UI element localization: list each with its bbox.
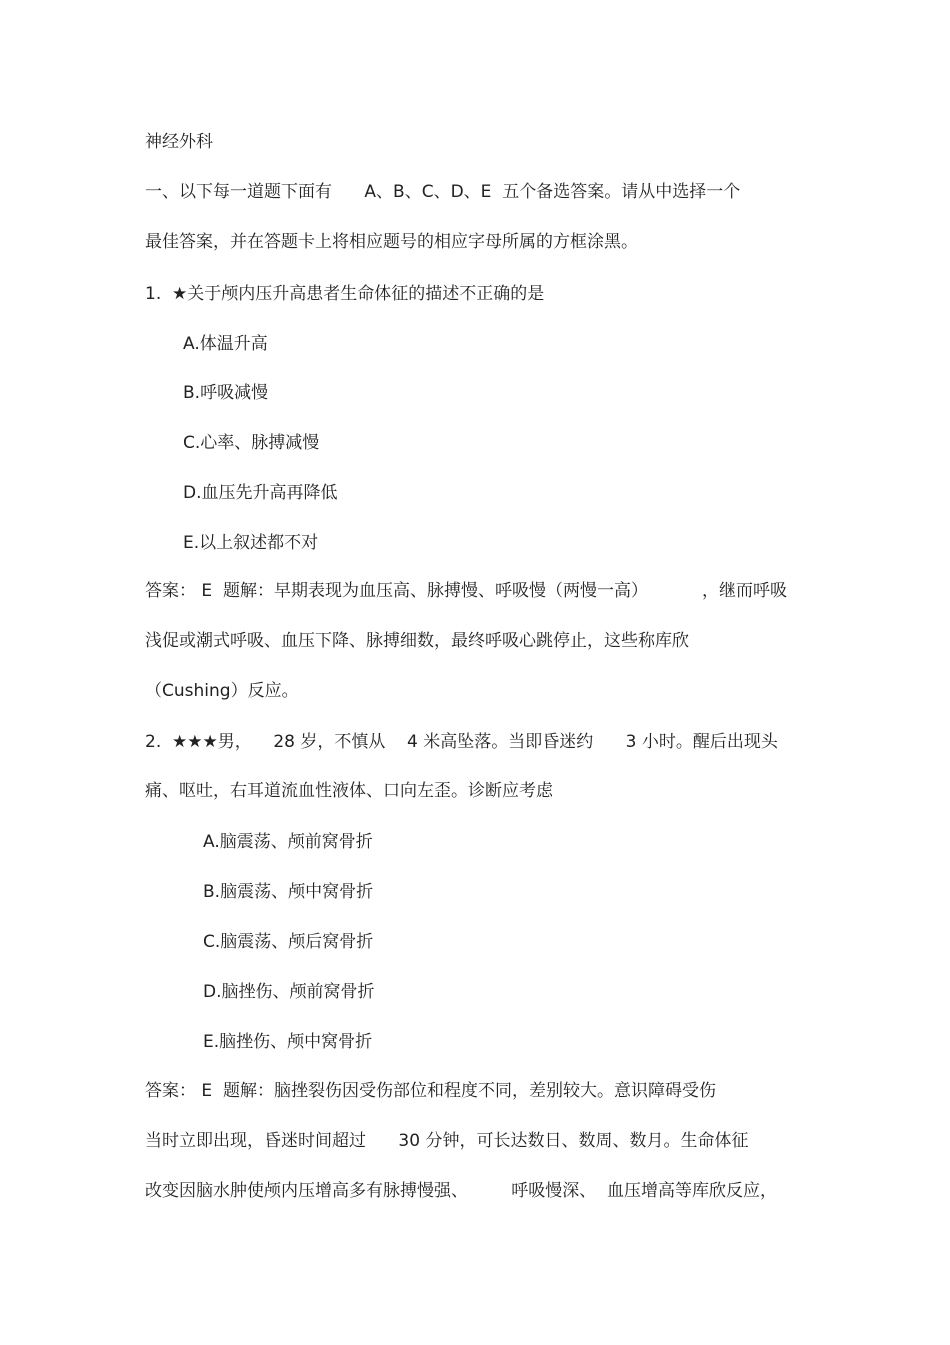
question-2-answer-line-3: 改变因脑水肿使颅内压增高多有脉搏慢强、 呼吸慢深、 血压增高等库欣反应，: [145, 1181, 778, 1201]
question-1-option-a: A.体温升高: [183, 334, 268, 354]
question-1-answer-line-2: 浅促或潮式呼吸、血压下降、脉搏细数，最终呼吸心跳停止，这些称库欣: [145, 631, 689, 651]
question-1-option-c: C.心率、脉搏减慢: [183, 433, 320, 453]
question-1-option-d: D.血压先升高再降低: [183, 483, 338, 503]
question-2-option-a: A.脑震荡、颅前窝骨折: [203, 832, 373, 852]
page-title: 神经外科: [145, 132, 213, 152]
question-2-answer-line-1: 答案： E 题解：脑挫裂伤因受伤部位和程度不同，差别较大。意识障碍受伤: [145, 1081, 716, 1101]
question-2-stem-line-1: 2. ★★★男， 28 岁，不慎从 4 米高坠落。当即昏迷约 3 小时。醒后出现头: [145, 732, 778, 752]
section-instruction-line-2: 最佳答案，并在答题卡上将相应题号的相应字母所属的方框涂黑。: [145, 232, 638, 252]
question-2-stem-line-2: 痛、呕吐，右耳道流血性液体、口向左歪。诊断应考虑: [145, 781, 553, 801]
question-2-answer-line-2: 当时立即出现，昏迷时间超过 30 分钟，可长达数日、数周、数月。生命体征: [145, 1131, 749, 1151]
section-instruction-line-1: 一、以下每一道题下面有 A、B、C、D、E 五个备选答案。请从中选择一个: [145, 182, 741, 202]
question-1-answer-line-1: 答案： E 题解：早期表现为血压高、脉搏慢、呼吸慢（两慢一高） ，继而呼吸: [145, 581, 787, 601]
question-1-option-b: B.呼吸减慢: [183, 383, 269, 403]
question-1-option-e: E.以上叙述都不对: [183, 533, 319, 553]
question-2-option-d: D.脑挫伤、颅前窝骨折: [203, 982, 375, 1002]
question-2-option-e: E.脑挫伤、颅中窝骨折: [203, 1032, 373, 1052]
question-2-option-c: C.脑震荡、颅后窝骨折: [203, 932, 374, 952]
question-1-answer-line-3: （Cushing）反应。: [145, 681, 299, 701]
question-1-stem: 1. ★关于颅内压升高患者生命体征的描述不正确的是: [145, 284, 545, 304]
question-2-option-b: B.脑震荡、颅中窝骨折: [203, 882, 374, 902]
